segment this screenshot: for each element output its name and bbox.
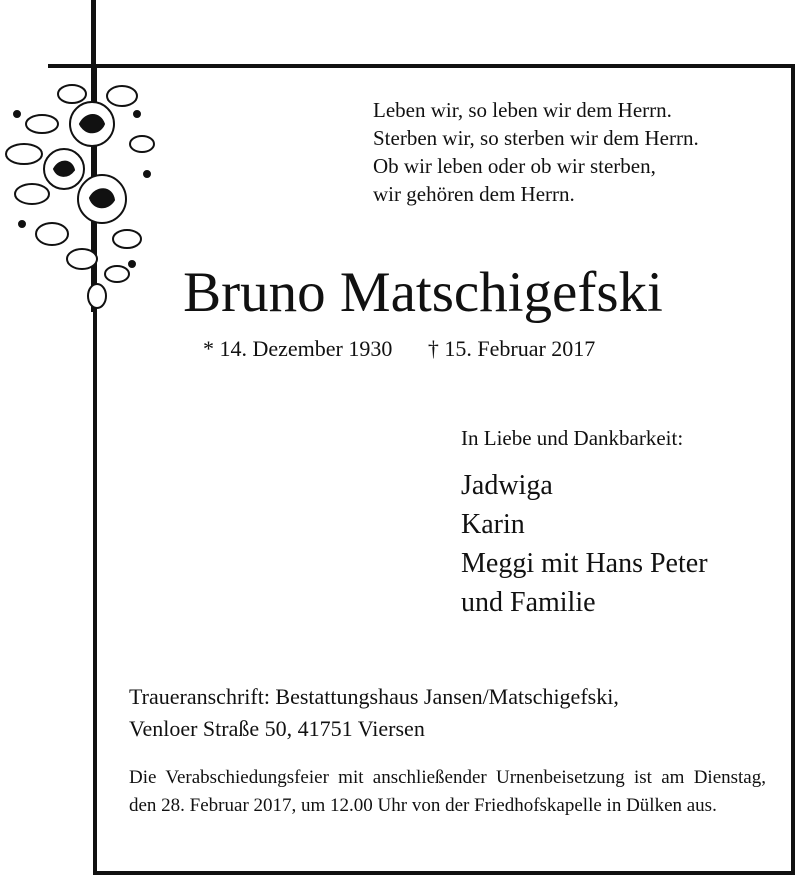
birth-date: * 14. Dezember 1930 bbox=[203, 336, 393, 361]
mourning-address bbox=[129, 681, 619, 745]
verse-line: Leben wir, so leben wir dem Herrn. bbox=[373, 98, 672, 122]
mourners-intro: In Liebe und Dankbarkeit: bbox=[461, 426, 684, 450]
bible-verse bbox=[373, 96, 699, 208]
mourner-name: Jadwiga bbox=[461, 470, 553, 501]
verse-line: Ob wir leben oder ob wir sterben, bbox=[373, 154, 656, 178]
address-line: Venloer Straße 50, 41751 Viersen bbox=[129, 716, 425, 741]
mourner-name: Meggi mit Hans Peter bbox=[461, 548, 708, 579]
mourners-list bbox=[461, 466, 708, 622]
cross-bar bbox=[48, 64, 128, 68]
deceased-name: Bruno Matschigefski bbox=[183, 261, 663, 324]
life-dates bbox=[203, 336, 595, 362]
death-date: † 15. Februar 2017 bbox=[427, 336, 596, 361]
mourner-name: und Familie bbox=[461, 587, 596, 618]
address-line: Traueranschrift: Bestattungshaus Jansen/Matschigefski, bbox=[129, 684, 619, 709]
verse-line: wir gehören dem Herrn. bbox=[373, 182, 575, 206]
ceremony-notice: Die Verabschiedungsfeier mit anschließender Urnenbeisetzung ist am Dienstag, den 28. Februar 2017, um 12.00 Uhr von der Friedhofskapelle in Dülken aus. bbox=[129, 767, 766, 816]
mourner-name: Karin bbox=[461, 509, 525, 540]
verse-line: Sterben wir, so sterben wir dem Herrn. bbox=[373, 126, 699, 150]
